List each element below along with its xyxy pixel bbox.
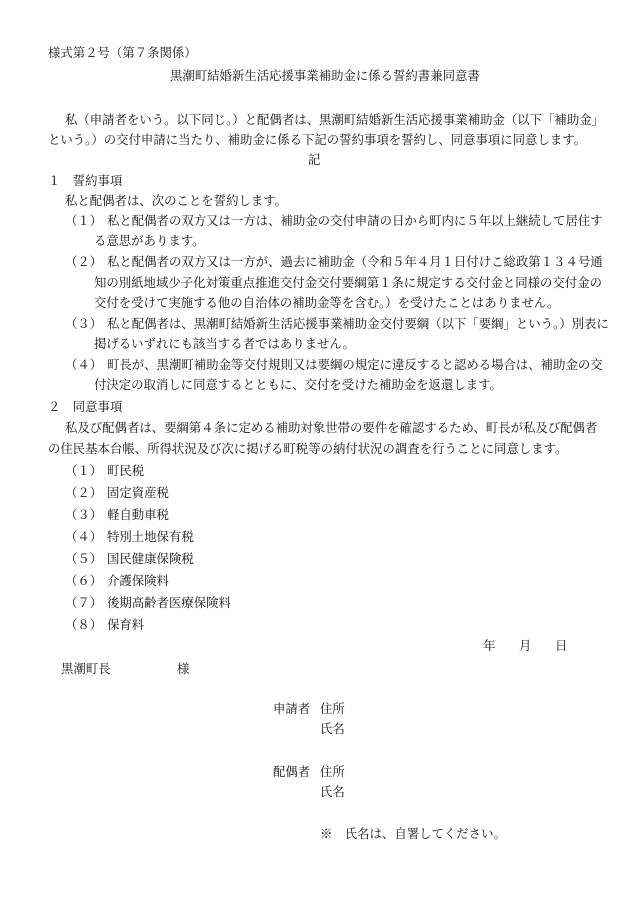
item-text: 町長が、黒潮町補助金等交付規則又は要綱の規定に違反すると認める場合は、補助金の交: [107, 357, 603, 372]
date-day-label: 日: [555, 638, 568, 653]
item-number: （６）: [65, 573, 103, 588]
addressee-honorific: 様: [177, 661, 190, 676]
date-year-label: 年: [483, 638, 496, 653]
item-number: （７）: [65, 595, 103, 610]
spouse-address-label: 住所: [320, 764, 345, 779]
document-title: 黒潮町結婚新生活応援事業補助金に係る誓約書兼同意書: [170, 68, 480, 83]
tax-item: 国民健康保険税: [107, 551, 194, 566]
item-text: 知の別紙地域少子化対策重点推進交付金交付要綱第１条に規定する交付金と同様の交付金の: [94, 275, 603, 290]
item-text: 付決定の取消しに同意するとともに、交付を受けた補助金を返還します。: [94, 377, 502, 392]
item-number: （４）: [65, 357, 103, 372]
tax-item: 後期高齢者医療保険料: [107, 595, 231, 610]
section1-heading: １ 誓約事項: [48, 173, 123, 188]
item-number: （４）: [65, 529, 103, 544]
tax-item: 特別土地保有税: [107, 529, 194, 544]
ki-heading: 記: [308, 152, 321, 167]
section2-lead-2: の住民基本台帳、所得状況及び次に掲げる町税等の納付状況の調査を行うことに同意します。: [48, 441, 568, 456]
item-text: る意思があります。: [94, 233, 205, 248]
item-number: （３）: [65, 316, 103, 331]
applicant-address-label: 住所: [320, 701, 345, 716]
tax-item: 軽自動車税: [107, 507, 169, 522]
item-number: （２）: [65, 254, 103, 269]
item-number: （３）: [65, 507, 103, 522]
date-month-label: 月: [519, 638, 532, 653]
item-number: （１）: [65, 213, 103, 228]
tax-item: 保育料: [107, 617, 145, 632]
applicant-role: 申請者: [273, 701, 311, 716]
item-number: （５）: [65, 551, 103, 566]
item-text: 私と配偶者の双方又は一方は、補助金の交付申請の日から町内に５年以上継続して居住す: [107, 213, 603, 228]
item-text: 交付を受けて実施する他の自治体の補助金等を含む。）を受けたことはありません。: [94, 295, 560, 310]
intro-line-1: 私（申請者をいう。以下同じ。）と配偶者は、黒潮町結婚新生活応援事業補助金（以下「補助金」: [65, 112, 604, 127]
intro-line-2: という。）の交付申請に当たり、補助金に係る下記の誓約事項を誓約し、同意事項に同意します。: [48, 132, 586, 147]
tax-item: 介護保険料: [107, 573, 169, 588]
signature-note: ※ 氏名は、自署してください。: [320, 826, 506, 841]
section2-heading: ２ 同意事項: [48, 399, 123, 414]
item-text: 掲げるいずれにも該当する者ではありません。: [94, 336, 355, 351]
section2-lead-1: 私及び配偶者は、要綱第４条に定める補助対象世帯の要件を確認するため、町長が私及び配偶者: [65, 420, 598, 435]
spouse-name-label: 氏名: [320, 784, 345, 799]
item-number: （１）: [65, 463, 103, 478]
spouse-role: 配偶者: [273, 764, 311, 779]
addressee-name: 黒潮町長: [61, 661, 111, 676]
applicant-name-label: 氏名: [320, 721, 345, 736]
item-text: 私と配偶者の双方又は一方が、過去に補助金（令和５年４月１日付けこ総政第１３４号通: [107, 254, 603, 269]
item-number: （２）: [65, 485, 103, 500]
tax-item: 固定資産税: [107, 485, 169, 500]
section1-lead: 私と配偶者は、次のことを誓約します。: [65, 193, 288, 208]
item-text: 私と配偶者は、黒潮町結婚新生活応援事業補助金交付要綱（以下「要綱」という。）別表に: [107, 316, 609, 331]
form-number: 様式第２号（第７条関係）: [48, 45, 197, 60]
item-number: （８）: [65, 617, 103, 632]
tax-item: 町民税: [107, 463, 145, 478]
